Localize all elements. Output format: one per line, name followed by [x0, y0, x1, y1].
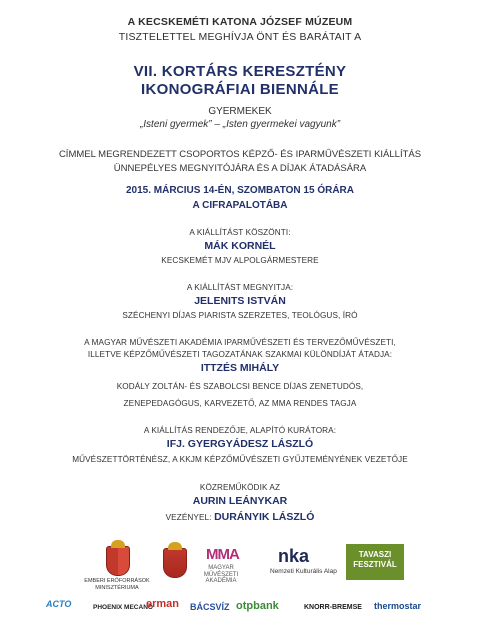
greeting-role: KECSKEMÉT MJV ALPOLGÁRMESTERE	[161, 256, 319, 265]
opener-name: JELENITS ISTVÁN	[194, 295, 286, 307]
curator-name: IFJ. GYERGYÁDESZ LÁSZLÓ	[166, 438, 314, 450]
opener-label: A KIÁLLÍTÁST MEGNYITJA:	[186, 283, 294, 292]
mma-logo-text: MAGYAR MŰVÉSZETI AKADÉMIA	[203, 565, 239, 584]
exhibition-line-1: CÍMMEL MEGRENDEZETT CSOPORTOS KÉPZŐ- ÉS IPARMŰVÉSZETI KIÁLLÍTÁS	[58, 149, 422, 160]
knorr-bremse-logo: KNORR-BREMSE	[304, 604, 362, 611]
award-role-1: KODÁLY ZOLTÁN- ÉS SZABOLCSI BENCE DÍJAS ZENETUDÓS,	[116, 382, 364, 391]
kecskemet-coat-of-arms-icon	[163, 548, 187, 578]
nka-logo-mark	[278, 546, 309, 567]
title-line-2: IKONOGRÁFIAI BIENNÁLE	[141, 81, 339, 98]
theme-quote: „Isteni gyermek” – „Isten gyermekei vagyunk”	[139, 119, 341, 130]
event-venue: A CIFRAPALOTÁBA	[192, 200, 288, 211]
opener-role: SZÉCHENYI DÍJAS PIARISTA SZERZETES, TEOLÓGUS, ÍRÓ	[122, 311, 358, 320]
conductor-name: DURÁNYIK LÁSZLÓ	[214, 511, 315, 523]
conductor-line	[0, 511, 480, 523]
theme-label: GYERMEKEK	[208, 106, 272, 117]
nka-mark-text: nka	[278, 546, 310, 566]
phoenix-mecano-logo: PHOENIX MECANO	[93, 604, 153, 611]
title-line-1: VII. KORTÁRS KERESZTÉNY	[133, 63, 347, 80]
otpbank-logo: otpbank	[236, 600, 279, 612]
nka-logo-text: Nemzeti Kulturális Alap	[270, 568, 337, 575]
hungarian-coat-of-arms-icon	[106, 546, 130, 576]
erman-logo: erman	[146, 598, 180, 610]
curator-role: MŰVÉSZETTÖRTÉNÉSZ, A KKJM KÉPZŐMŰVÉSZETI GYŰJTEMÉNYÉNEK VEZETŐJE	[72, 455, 408, 464]
conductor-label: VEZÉNYEL:	[165, 513, 212, 522]
award-role-2: ZENEPEDAGÓGUS, KARVEZETŐ, AZ MMA RENDES TAGJA	[123, 399, 357, 408]
exhibition-line-2: ÜNNEPÉLYES MEGNYITÓJÁRA ÉS A DÍJAK ÁTADÁSÁRA	[113, 163, 367, 174]
greeting-label: A KIÁLLÍTÁST KÖSZÖNTI:	[189, 228, 291, 237]
museum-line: A KECSKEMÉTI KATONA JÓZSEF MÚZEUM	[127, 16, 353, 28]
music-name: AURIN LEÁNYKAR	[192, 495, 288, 507]
award-line-1: A MAGYAR MŰVÉSZETI AKADÉMIA IPARMŰVÉSZETI ÉS TERVEZŐMŰVÉSZETI,	[84, 338, 396, 347]
thermostar-logo: thermostar	[374, 601, 422, 611]
emmi-logo-text: EMBERI ERŐFORRÁSOK MINISZTÉRIUMA	[84, 578, 150, 591]
invites-line: TISZTELETTEL MEGHÍVJA ÖNT ÉS BARÁTAIT A	[118, 31, 362, 43]
greeting-name: MÁK KORNÉL	[204, 240, 276, 252]
event-date: 2015. MÁRCIUS 14-ÉN, SZOMBATON 15 ÓRÁRA	[125, 185, 354, 196]
mma-logo-mark: MMA	[206, 546, 239, 563]
award-line-2: ILLETVE KÉPZŐMŰVÉSZETI TAGOZATÁNAK SZAKMAI KÜLÖNDÍJÁT ÁTADJA:	[87, 350, 393, 359]
award-name: ITTZÉS MIHÁLY	[200, 362, 280, 374]
acto-logo: ACTO	[46, 599, 72, 609]
curator-label: A KIÁLLÍTÁS RENDEZŐJE, ALAPÍTÓ KURÁTORA:	[143, 426, 337, 435]
bacsviz-logo: BÁCSVÍZ	[190, 602, 230, 612]
music-label: KÖZREMŰKÖDIK AZ	[199, 483, 281, 492]
tavaszi-fesztival-logo: TAVASZI FESZTIVÁL	[346, 544, 404, 580]
